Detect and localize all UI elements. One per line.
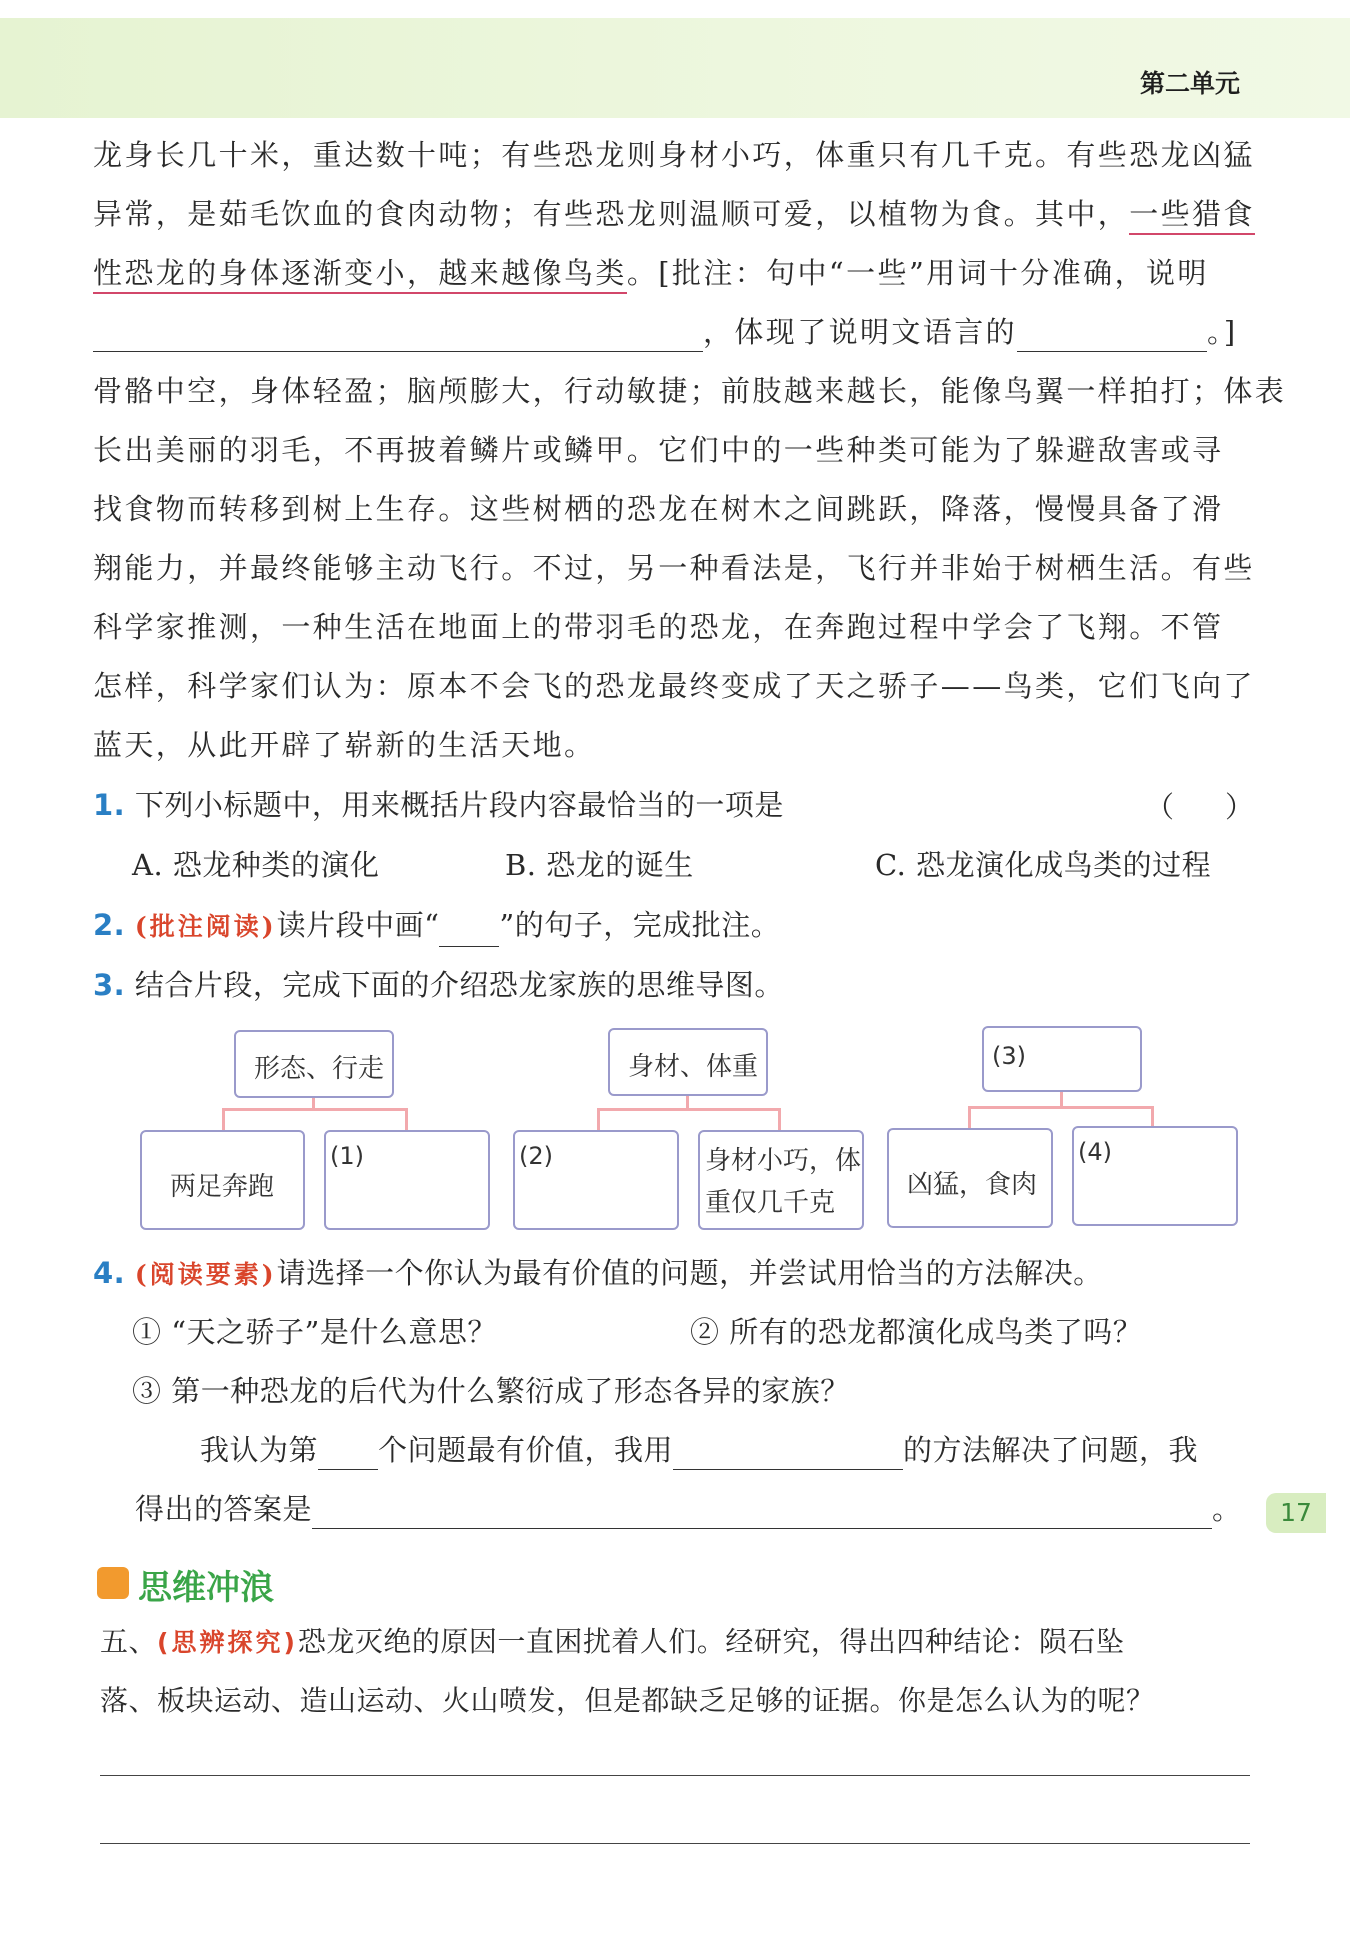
map-leaf-fierce: 凶猛，食肉 [887, 1128, 1053, 1228]
passage-line: 找食物而转移到树上生存。这些树栖的恐龙在树木之间跳跃，降落，慢慢具备了滑 [93, 492, 1224, 526]
map-node-shape: 形态、行走 [234, 1030, 394, 1098]
writing-line[interactable] [100, 1775, 1250, 1776]
connector [405, 1108, 408, 1130]
section-title: 思维冲浪 [138, 1568, 274, 1608]
passage-line: 性恐龙的身体逐渐变小，越来越像鸟类。[批注：句中“一些”用词十分准确，说明 [93, 253, 1209, 293]
map-leaf-1[interactable]: (1) [324, 1130, 490, 1230]
map-leaf-2[interactable]: (2) [513, 1130, 679, 1230]
question-3: 3. 结合片段，完成下面的介绍恐龙家族的思维导图。 [93, 968, 784, 1002]
underlined-sentence: 性恐龙的身体逐渐变小，越来越像鸟类 [93, 256, 627, 294]
map-leaf-small-body: 身材小巧，体 重仅几千克 [698, 1130, 864, 1230]
connector [222, 1108, 225, 1130]
unit-title: 第二单元 [1139, 69, 1240, 98]
passage-line: 科学家推测，一种生活在地面上的带羽毛的恐龙，在奔跑过程中学会了飞翔。不管 [93, 610, 1224, 644]
page-number: 17 [1266, 1493, 1326, 1533]
answer-line-2: 得出的答案是 。 [135, 1489, 1242, 1529]
answer-blank[interactable] [1017, 319, 1207, 352]
connector [1151, 1106, 1154, 1128]
question-1: 1. 下列小标题中，用来概括片段内容最恰当的一项是 [93, 788, 784, 822]
connector [597, 1108, 781, 1111]
question-5-cont: 落、板块运动、造山运动、火山喷发，但是都缺乏足够的证据。你是怎么认为的呢？ [100, 1684, 1155, 1717]
answer-blank[interactable] [318, 1437, 378, 1470]
question-5: 五、(思辨探究)恐龙灭绝的原因一直困扰着人们。经研究，得出四种结论：陨石坠 [100, 1625, 1125, 1658]
answer-line-1: 我认为第 个问题最有价值，我用 的方法解决了问题，我 [200, 1430, 1198, 1470]
option-a[interactable]: A. 恐龙种类的演化 [132, 848, 380, 882]
answer-paren-right: ） [1225, 790, 1255, 824]
option-c[interactable]: C. 恐龙演化成鸟类的过程 [875, 848, 1212, 882]
passage-line: 长出美丽的羽毛，不再披着鳞片或鳞甲。它们中的一些种类可能为了躲避敌害或寻 [93, 433, 1224, 467]
passage-line: 蓝天，从此开辟了崭新的生活天地。 [93, 728, 596, 762]
answer-blank[interactable] [312, 1496, 1212, 1529]
connector [968, 1106, 1154, 1109]
question-4: 4. (阅读要素)请选择一个你认为最有价值的问题，并尝试用恰当的方法解决。 [93, 1256, 1103, 1290]
map-leaf-biped: 两足奔跑 [140, 1130, 305, 1230]
map-leaf-4[interactable]: (4) [1072, 1126, 1238, 1226]
option-1[interactable]: ① “天之骄子”是什么意思？ [132, 1315, 497, 1349]
question-2: 2. (批注阅读)读片段中画“ ”的句子，完成批注。 [93, 905, 780, 947]
map-node-size: 身材、体重 [608, 1028, 768, 1096]
passage-line: 怎样，科学家们认为：原本不会飞的恐龙最终变成了天之骄子——鸟类，它们飞向了 [93, 669, 1255, 703]
connector [778, 1108, 781, 1130]
wave-icon [97, 1567, 129, 1599]
passage-line: 骨骼中空，身体轻盈；脑颅膨大，行动敏捷；前肢越来越长，能像鸟翼一样拍打；体表 [93, 374, 1287, 408]
annotation-line: ，体现了说明文语言的 。] [93, 312, 1238, 352]
answer-blank[interactable] [93, 319, 703, 352]
passage-line: 异常，是茹毛饮血的食肉动物；有些恐龙则温顺可爱，以植物为食。其中，一些猎食 [93, 194, 1255, 234]
underlined-sentence: 一些猎食 [1129, 197, 1255, 235]
option-2[interactable]: ② 所有的恐龙都演化成鸟类了吗？ [690, 1315, 1143, 1349]
answer-blank[interactable] [673, 1437, 903, 1470]
connector [968, 1106, 971, 1128]
map-node-3[interactable]: (3) [982, 1026, 1142, 1092]
answer-paren-left: （ [1145, 790, 1175, 824]
connector [222, 1108, 408, 1111]
writing-line[interactable] [100, 1843, 1250, 1844]
passage-line: 龙身长几十米，重达数十吨；有些恐龙则身材小巧，体重只有几千克。有些恐龙凶猛 [93, 138, 1255, 172]
passage-line: 翔能力，并最终能够主动飞行。不过，另一种看法是，飞行并非始于树栖生活。有些 [93, 551, 1255, 585]
answer-blank [439, 920, 499, 947]
option-b[interactable]: B. 恐龙的诞生 [505, 848, 694, 882]
option-3[interactable]: ③ 第一种恐龙的后代为什么繁衍成了形态各异的家族？ [132, 1374, 850, 1408]
connector [597, 1108, 600, 1130]
